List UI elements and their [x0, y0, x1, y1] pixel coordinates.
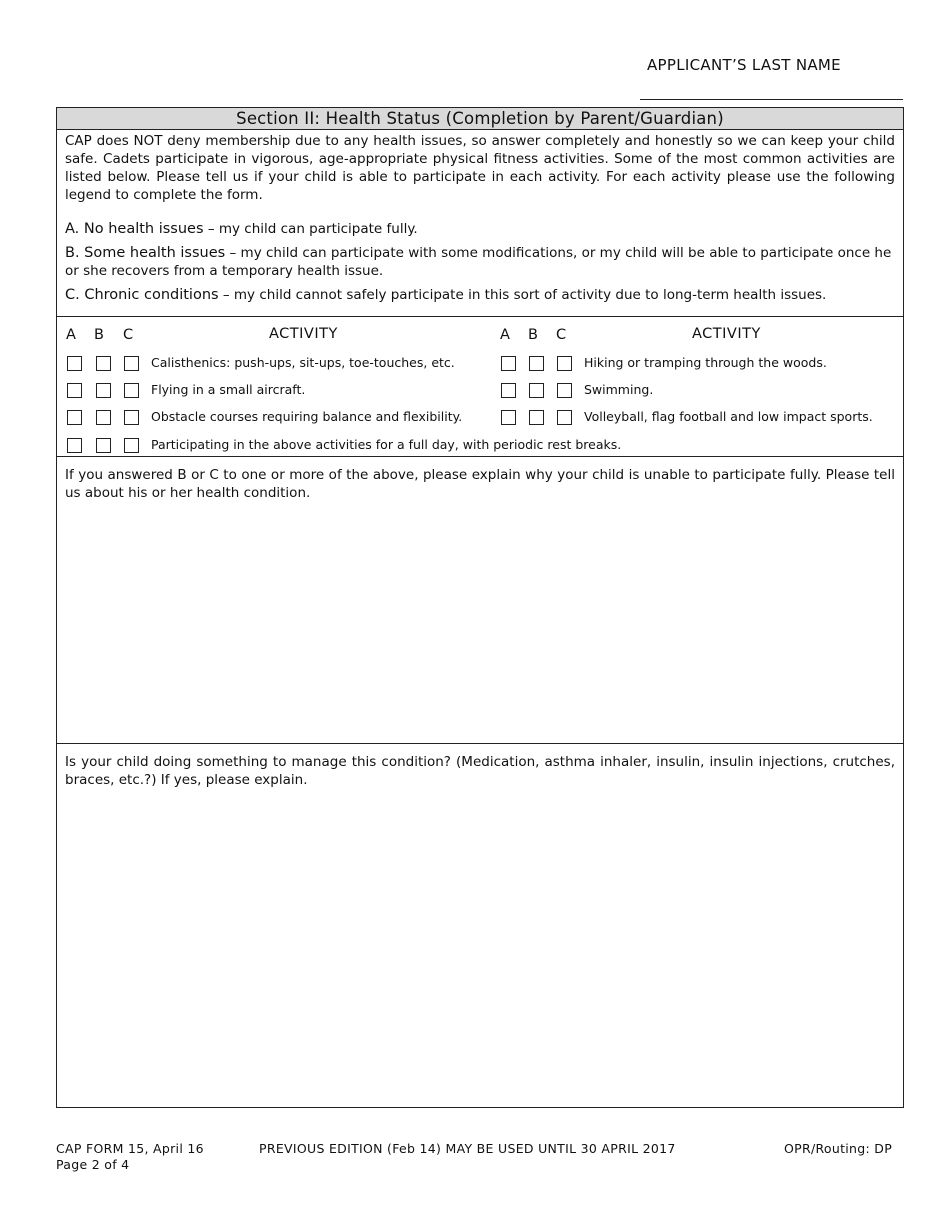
- activity-label: Obstacle courses requiring balance and flexibility.: [151, 409, 463, 424]
- applicant-last-name-field[interactable]: [640, 99, 903, 100]
- legend-b-text: – my child can participate with some modifications, or my child will be able to participate once he or she recovers from a temporary health issue.: [65, 245, 892, 279]
- health-status-form: [56, 107, 904, 1108]
- activity-label: Participating in the above activities for a full day, with periodic rest breaks.: [151, 437, 622, 452]
- checkbox-b[interactable]: [96, 356, 111, 371]
- activity-row-hiking: [490, 354, 900, 372]
- left-col-c-header: C: [123, 327, 134, 343]
- manage-condition-prompt: Is your child doing something to manage this condition? (Medication, asthma inhaler, insulin, insulin injections, crutches, braces, etc.?) If yes, please explain.: [65, 754, 895, 788]
- explain-condition-prompt: If you answered B or C to one or more of the above, please explain why your child is unable to participate fully. Please tell us about his or her health condition.: [65, 467, 895, 501]
- right-col-c-header: C: [556, 327, 567, 343]
- activity-label: Swimming.: [584, 382, 654, 397]
- checkbox-c[interactable]: [557, 383, 572, 398]
- legend-b-lead: B. Some health issues: [65, 245, 226, 261]
- checkbox-c[interactable]: [124, 438, 139, 453]
- checkbox-a[interactable]: [67, 410, 82, 425]
- activity-row-volleyball: [490, 408, 900, 426]
- right-activity-header: ACTIVITY: [692, 326, 761, 342]
- activity-row-flying: [57, 381, 487, 399]
- legend-a-lead: A. No health issues: [65, 221, 204, 237]
- left-col-a-header: A: [66, 327, 76, 343]
- checkbox-c[interactable]: [557, 356, 572, 371]
- legend-a: [65, 220, 895, 238]
- checkbox-a[interactable]: [501, 383, 516, 398]
- checkbox-b[interactable]: [529, 410, 544, 425]
- checkbox-b[interactable]: [96, 438, 111, 453]
- checkbox-b[interactable]: [529, 356, 544, 371]
- section-title: Section II: Health Status (Completion by Parent/Guardian): [57, 108, 903, 130]
- footer-page-number: Page 2 of 4: [56, 1157, 130, 1172]
- right-col-b-header: B: [528, 327, 538, 343]
- footer-form-id: CAP FORM 15, April 16: [56, 1141, 204, 1156]
- checkbox-a[interactable]: [67, 438, 82, 453]
- legend-c-lead: C. Chronic conditions: [65, 287, 219, 303]
- manage-condition-field[interactable]: [57, 744, 903, 789]
- legend-a-text: – my child can participate fully.: [203, 221, 418, 237]
- checkbox-c[interactable]: [557, 410, 572, 425]
- legend-b: [65, 244, 895, 280]
- activity-row-swimming: [490, 381, 900, 399]
- footer-routing: OPR/Routing: DP: [784, 1141, 893, 1156]
- footer-form-id-block: [56, 1141, 204, 1173]
- activity-label: Flying in a small aircraft.: [151, 382, 306, 397]
- activity-row-full-day: [57, 436, 657, 454]
- activity-label: Hiking or tramping through the woods.: [584, 355, 827, 370]
- legend-c: [65, 286, 895, 304]
- intro-text: CAP does NOT deny membership due to any health issues, so answer completely and honestly so we can keep your child safe. Cadets participate in vigorous, age-appropriate physical fitness activities. Some of the most common activities are listed below. Please tell us if your child is able to participate in each activity. For each activity please use the following legend to complete the form.: [65, 133, 895, 203]
- left-activity-header: ACTIVITY: [269, 326, 338, 342]
- checkbox-c[interactable]: [124, 383, 139, 398]
- checkbox-b[interactable]: [96, 410, 111, 425]
- left-col-b-header: B: [94, 327, 104, 343]
- checkbox-a[interactable]: [501, 410, 516, 425]
- checkbox-b[interactable]: [529, 383, 544, 398]
- right-col-a-header: A: [500, 327, 510, 343]
- activity-label: Volleyball, flag football and low impact sports.: [584, 409, 873, 424]
- explain-condition-field[interactable]: [57, 457, 903, 744]
- activity-table: [57, 317, 903, 457]
- activity-row-calisthenics: [57, 354, 487, 372]
- checkbox-b[interactable]: [96, 383, 111, 398]
- checkbox-c[interactable]: [124, 356, 139, 371]
- checkbox-a[interactable]: [67, 356, 82, 371]
- checkbox-c[interactable]: [124, 410, 139, 425]
- intro-block: [57, 130, 903, 317]
- activity-row-obstacle-courses: [57, 408, 487, 426]
- checkbox-a[interactable]: [501, 356, 516, 371]
- legend-c-text: – my child cannot safely participate in this sort of activity due to long-term health issues.: [218, 287, 827, 303]
- activity-label: Calisthenics: push-ups, sit-ups, toe-touches, etc.: [151, 355, 455, 370]
- checkbox-a[interactable]: [67, 383, 82, 398]
- footer-edition-note: PREVIOUS EDITION (Feb 14) MAY BE USED UNTIL 30 APRIL 2017: [259, 1141, 676, 1156]
- applicant-last-name-label: APPLICANT’S LAST NAME: [647, 56, 841, 74]
